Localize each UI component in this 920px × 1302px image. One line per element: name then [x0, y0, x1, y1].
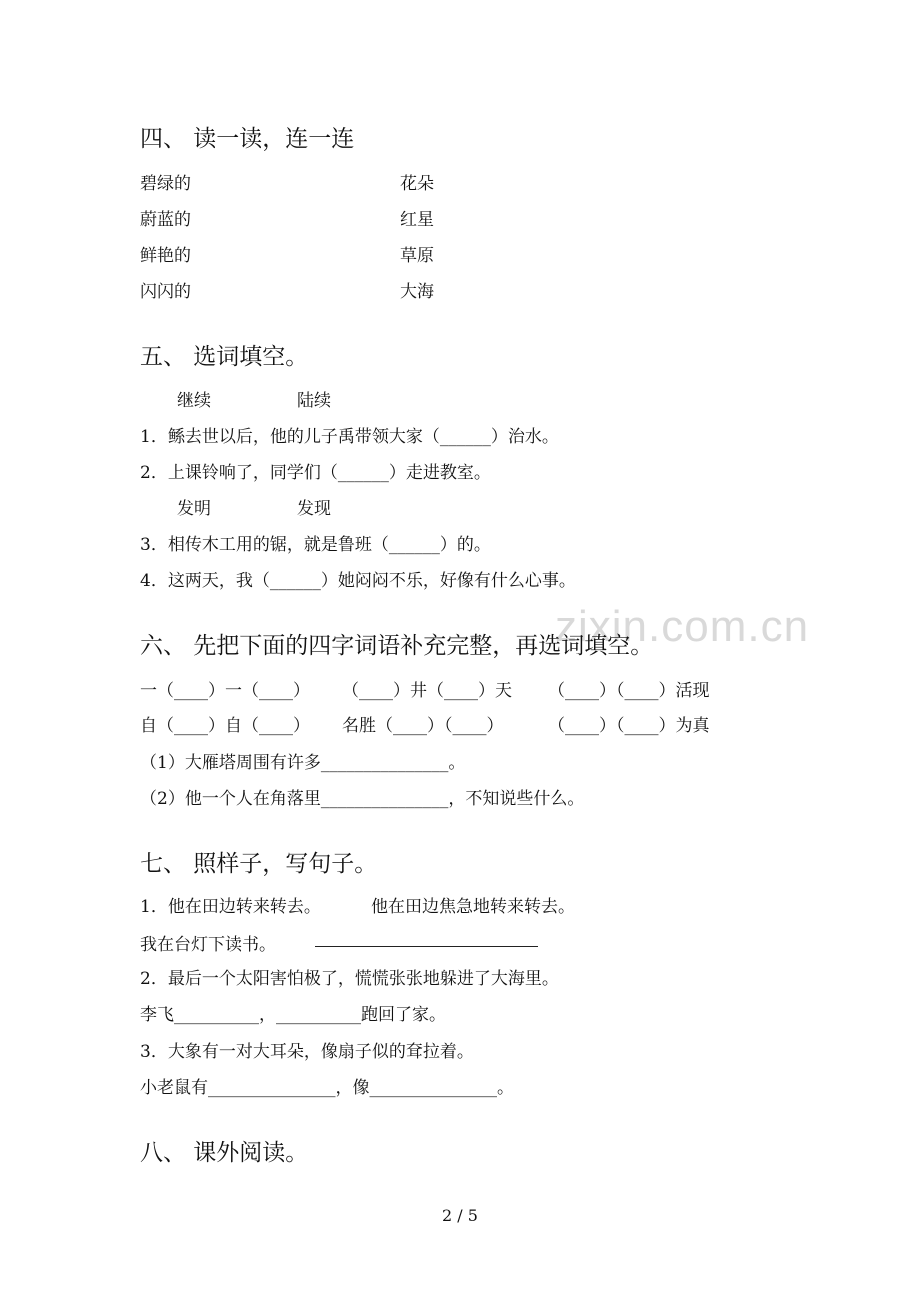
word-option: 发现: [297, 499, 331, 519]
page-number: 2 / 5: [442, 1206, 478, 1225]
word-option: 陆续: [297, 391, 331, 411]
match-right-item: 大海: [400, 282, 434, 302]
section-5-heading: 五、 选词填空。: [140, 344, 309, 370]
word-option: 继续: [177, 391, 211, 411]
match-left-item: 鲜艳的: [140, 246, 191, 266]
idiom-item: （____）井（____）天: [342, 681, 512, 701]
match-left-item: 碧绿的: [140, 174, 191, 194]
watermark: zixin.com.cn: [555, 602, 810, 651]
section-7-heading: 七、 照样子，写句子。: [140, 851, 378, 877]
fill-question-4: 4．这两天，我（______）她闷闷不乐，好像有什么心事。: [140, 571, 576, 591]
section-4-heading: 四、 读一读，连一连: [140, 126, 355, 152]
practice-prompt: 李飞__________，__________跑回了家。: [140, 1005, 446, 1025]
idiom-item: 一（____）一（____）: [140, 681, 310, 701]
fill-question-2: 2．上课铃响了，同学们（______）走进教室。: [140, 463, 491, 483]
idiom-item: 自（____）自（____）: [140, 716, 310, 736]
match-right-item: 草原: [400, 246, 434, 266]
idiom-item: （____）（____）为真: [548, 716, 710, 736]
match-left-item: 蔚蓝的: [140, 210, 191, 230]
section-8-heading: 八、 课外阅读。: [140, 1140, 309, 1166]
example-sentence: 1．他在田边转来转去。: [140, 897, 321, 917]
idiom-question-2: （2）他一个人在角落里_______________，不知说些什么。: [140, 789, 585, 809]
example-sentence: 2．最后一个太阳害怕极了，慌慌张张地躲进了大海里。: [140, 969, 559, 989]
section-6-heading: 六、 先把下面的四字词语补充完整，再选词填空。: [140, 633, 654, 659]
idiom-question-1: （1）大雁塔周围有许多_______________。: [140, 753, 466, 773]
answer-line: [315, 930, 538, 951]
idiom-item: （____）（____）活现: [548, 681, 710, 701]
word-option: 发明: [177, 499, 211, 519]
idiom-item: 名胜（____）（____）: [342, 716, 504, 736]
match-right-item: 红星: [400, 210, 434, 230]
match-right-item: 花朵: [400, 174, 434, 194]
example-sentence: 3．大象有一对大耳朵，像扇子似的耷拉着。: [140, 1042, 474, 1062]
practice-prompt: 小老鼠有_______________，像_______________。: [140, 1078, 514, 1098]
practice-prompt: 我在台灯下读书。: [140, 935, 276, 955]
fill-question-1: 1．鲧去世以后，他的儿子禹带领大家（______）治水。: [140, 427, 559, 447]
match-left-item: 闪闪的: [140, 282, 191, 302]
example-sentence-expanded: 他在田边焦急地转来转去。: [371, 897, 575, 917]
fill-question-3: 3．相传木工用的锯，就是鲁班（______）的。: [140, 535, 491, 555]
